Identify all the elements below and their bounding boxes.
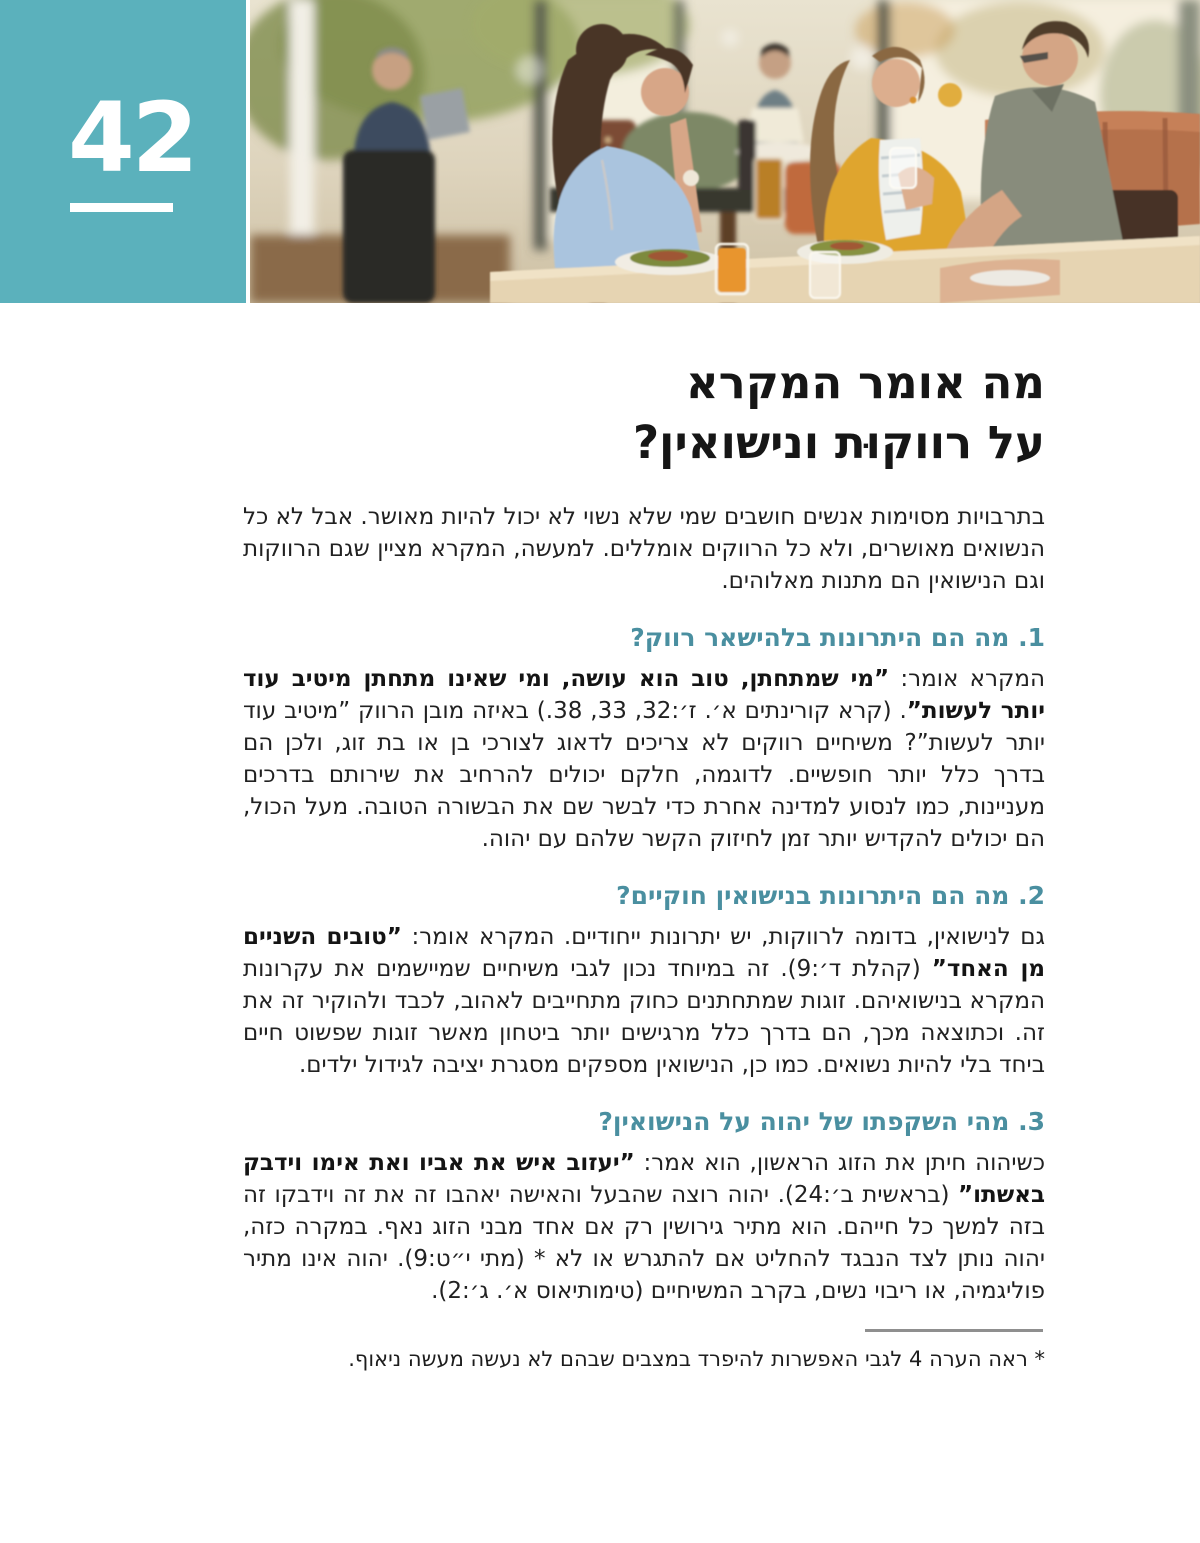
section-1 [243,623,1045,855]
footnote-divider [865,1329,1043,1332]
cafe-photo [250,0,1200,303]
text-run: גם לנישואין, בדומה לרווקות, יש יתרונות ייחודיים. המקרא אומר: [401,923,1046,950]
scripture-quote: ”יעזוב איש את אביו ואת אימו וידבק באשתו” [243,1149,1045,1208]
title-line-2: על רווקוּת ונישואין? [632,415,1045,469]
scripture-quote: ”מי שמתחתן, טוב הוא עושה, ומי שאינו מתחתן מיטיב עוד יותר לעשות” [243,665,1046,724]
section-2 [243,881,1045,1081]
text-run: כשיהוה חיתן את הזוג הראשון, הוא אמר: [634,1149,1045,1176]
text-run: . (קרא קורינתים א׳. ז׳:32, 33, 38.) באיזה מובן הרווק ”מיטיב עוד יותר לעשות”? משיחיים רווקים לא צריכים לדאוג לצורכי בן או בת זוג, ולכן הם בדרך כלל יותר חופשיים. לדוגמה, חלקם יכולים להרחיב את שירותם בדרכים מעניינות, כמו לנסוע למדינה אחרת כדי לבשר שם את הבשורה הטובה. מעל הכול, הם יכולים להקדיש יותר זמן לחיזוק הקשר שלהם עם יהוה. [243,697,1045,852]
amber-glass [755,158,783,220]
page-number-box [0,0,246,303]
water-glass [810,252,840,298]
section-3 [243,1107,1045,1307]
section-1-paragraph [243,663,1045,855]
page-header [0,0,1200,303]
scripture-quote: ”טובים השניים מן האחד” [243,923,1045,982]
bottle [738,120,756,190]
section-3-heading: 3. מהי השקפתו של יהוה על הנישואין? [598,1106,1045,1136]
window-mullion [534,0,547,250]
text-run: (בראשית ב׳:24). יהוה רוצה שהבעל והאישה יאהבו זה את זה וידבקו זה בזה למשך כל חייהם. הוא מתיר גירושין רק אם אחד מבני הזוג נאף. במקרה כזה, יהוה נותן לצד הנבגד להחליט אם להתגרש או לא * (מתי י״ט:9). יהוה אינו מתיר פוליגמיה, או ריבוי נשים, בקרב המשיחיים (טימותיאוס א׳. ג׳:2). [243,1181,1045,1304]
article-title [243,353,1045,473]
footnote: * ראה הערה 4 לגבי האפשרות להיפרד במצבים שבהם לא נעשה מעשה ניאוף. [348,1346,1045,1371]
intro-paragraph: בתרבויות מסוימות אנשים חושבים שמי שלא נשוי לא יכול להיות מאושר. אבל לא כל הנשואים מאושרים, ולא כל הרווקים אומללים. למעשה, המקרא מציין שגם הרווקות וגם הנישואין הם מתנות מאלוהים. [243,503,1045,594]
laptop [420,88,470,140]
title-line-1: מה אומר המקרא [685,356,1045,409]
text-run: (קהלת ד׳:9). זה במיוחד נכון לגבי משיחיים שמיישמים את עקרונות המקרא בנישואיהם. זוגות שמתחתנים כחוק מתחייבים לאהוב, לכבד ולהוקיר זה את זה. וכתוצאה מכך, הם בדרך כלל מרגישים יותר ביטחון מאשר זוגות שפשוט חיים ביחד בלי להיות נשואים. כמו כן, הנישואין מספקים מסגרת יציבה לגידול ילדים. [243,955,1045,1078]
section-2-paragraph [243,921,1045,1081]
earring [910,97,917,104]
page-number: 42 [68,82,196,194]
drinking-glass [890,148,916,188]
section-3-paragraph [243,1147,1045,1307]
office-chair [343,150,435,303]
page-number-underline [70,203,173,212]
patterned-bowl [970,270,1050,286]
article [243,353,1045,1373]
text-run: המקרא אומר: [889,665,1045,692]
section-1-heading: 1. מה הם היתרונות בלהישאר רווק? [630,622,1045,652]
cafe-photo-illustration [250,0,1200,303]
section-2-heading: 2. מה הם היתרונות בנישואין חוקיים? [616,880,1045,910]
orange-juice-cup [718,248,746,292]
